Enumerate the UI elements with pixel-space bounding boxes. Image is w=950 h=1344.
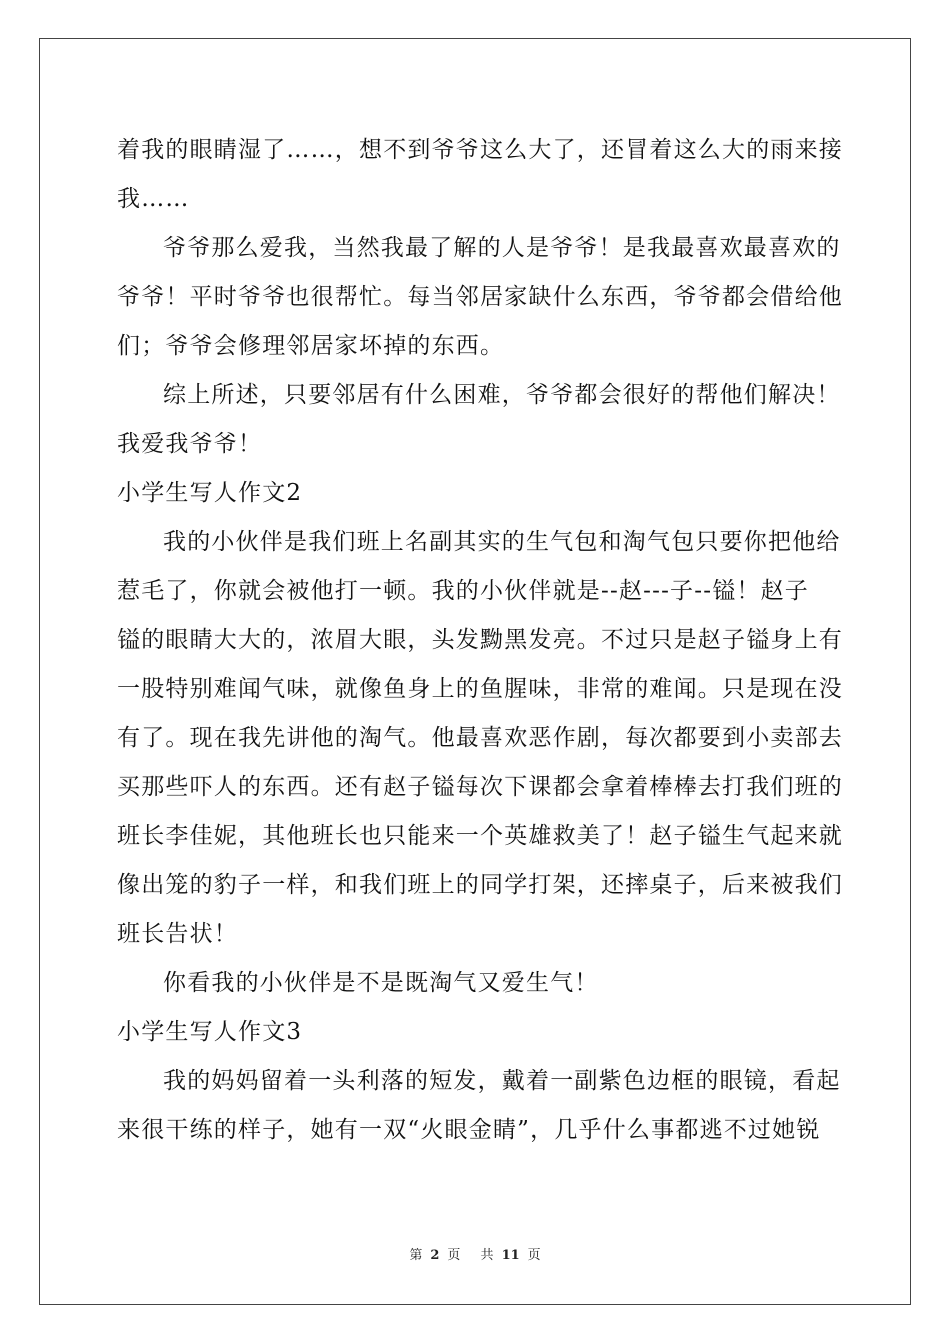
total-pages-indicator: 共 11 页 xyxy=(480,1248,541,1263)
text-line: 有了。现在我先讲他的淘气。他最喜欢恶作剧，每次都要到小卖部去 xyxy=(117,725,843,751)
text-line: 我的小伙伴是我们班上名副其实的生气包和淘气包只要你把他给 xyxy=(163,529,841,555)
text-line: 爷爷！平时爷爷也很帮忙。每当邻居家缺什么东西，爷爷都会借给他 xyxy=(117,284,843,310)
text-line: 一股特别难闻气味，就像鱼身上的鱼腥味，非常的难闻。只是现在没 xyxy=(117,676,843,702)
text-line: 小学生写人作文2 xyxy=(117,480,303,506)
document-body xyxy=(117,126,843,1155)
page-indicator: 第 2 页 xyxy=(409,1248,461,1263)
text-line: 镒的眼睛大大的，浓眉大眼，头发黝黑发亮。不过只是赵子镒身上有 xyxy=(117,627,843,653)
text-line: 小学生写人作文3 xyxy=(117,1019,303,1045)
text-line: 着我的眼睛湿了……，想不到爷爷这么大了，还冒着这么大的雨来接 xyxy=(117,137,843,163)
text-line: 综上所述，只要邻居有什么困难，爷爷都会很好的帮他们解决！ xyxy=(163,382,841,408)
text-line: 我的妈妈留着一头利落的短发，戴着一副紫色边框的眼镜，看起 xyxy=(163,1068,841,1094)
text-line: 爷爷那么爱我，当然我最了解的人是爷爷！是我最喜欢最喜欢的 xyxy=(163,235,841,261)
text-line: 们；爷爷会修理邻居家坏掉的东西。 xyxy=(117,333,505,359)
page-number: 2 xyxy=(430,1248,440,1263)
text-line: 惹毛了，你就会被他打一顿。我的小伙伴就是--赵---子--镒！赵子 xyxy=(117,578,810,604)
text-line: 班长李佳妮，其他班长也只能来一个英雄救美了！赵子镒生气起来就 xyxy=(117,823,843,849)
total-pages: 11 xyxy=(501,1248,520,1263)
text-line: 我…… xyxy=(117,186,190,212)
text-line: 买那些吓人的东西。还有赵子镒每次下课都会拿着棒棒去打我们班的 xyxy=(117,774,843,800)
text-line: 我爱我爷爷！ xyxy=(117,431,263,457)
text-line: 班长告状！ xyxy=(117,921,238,947)
text-line: 像出笼的豹子一样，和我们班上的同学打架，还摔桌子，后来被我们 xyxy=(117,872,843,898)
text-line: 你看我的小伙伴是不是既淘气又爱生气！ xyxy=(163,970,599,996)
text-line: 来很干练的样子，她有一双“火眼金睛”，几乎什么事都逃不过她锐 xyxy=(117,1117,821,1143)
page-footer xyxy=(0,1244,950,1263)
